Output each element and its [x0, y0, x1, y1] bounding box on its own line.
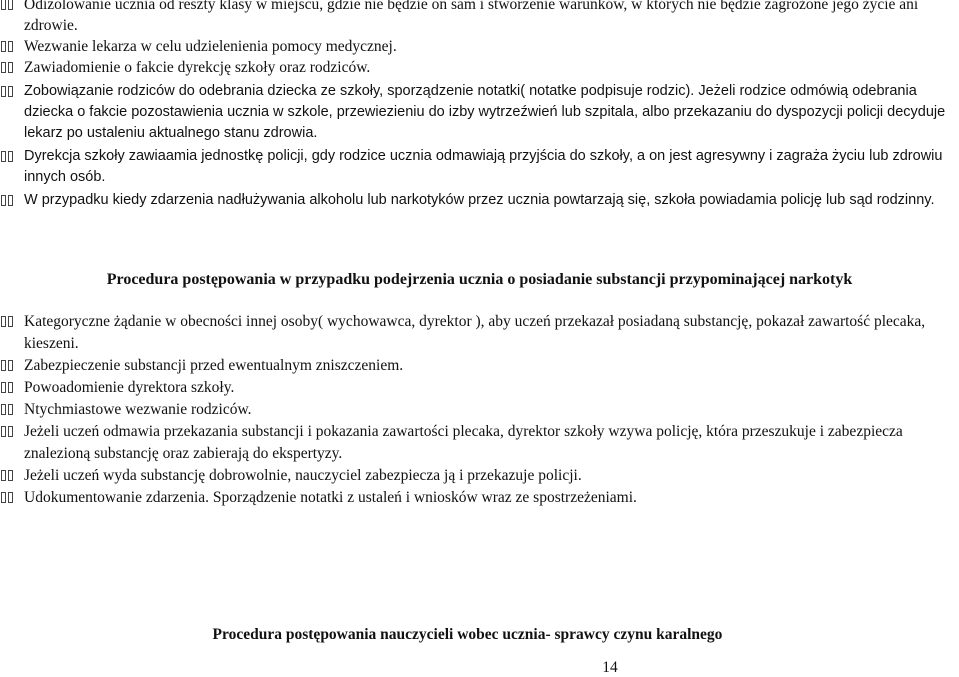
list-item — [0, 190, 959, 211]
list-item — [0, 399, 959, 421]
list-item — [0, 146, 959, 188]
section-heading: Procedura postępowania nauczycieli wobec ucznia- sprawcy czynu karalnego — [212, 626, 723, 643]
list-item-text: Jeżeli uczeń odmawia przekazania substancji i pokazania zawartości plecaka, dyrektor szkoły wzywa policję, która przeszukuje i zabezpiecza znalezioną substancję oraz zabierają do ekspertyzy. — [24, 423, 903, 462]
checkbox-bullet-icon — [1, 316, 15, 327]
list-item — [0, 0, 959, 36]
list-item-text: Powoadomienie dyrektora szkoły. — [24, 379, 235, 396]
list-item-text: Jeżeli uczeń wyda substancję dobrowolnie, nauczyciel zabezpiecza ją i przekazuje policji. — [24, 467, 582, 484]
list-alcohol-procedure — [0, 0, 959, 211]
checkbox-bullet-icon — [1, 86, 15, 97]
list-item — [0, 421, 959, 465]
list-item-text: Ntychmiastowe wezwanie rodziców. — [24, 401, 252, 418]
checkbox-bullet-icon — [1, 404, 15, 415]
list-drug-procedure — [0, 311, 959, 509]
list-item — [0, 355, 959, 377]
page-number: 14 — [602, 659, 618, 676]
checkbox-bullet-icon — [1, 382, 15, 393]
list-item — [0, 487, 959, 509]
checkbox-bullet-icon — [1, 41, 15, 52]
checkbox-bullet-icon — [1, 151, 15, 162]
checkbox-bullet-icon — [1, 426, 15, 437]
list-item — [0, 377, 959, 399]
list-item — [0, 57, 959, 78]
list-item-text: Zobowiązanie rodziców do odebrania dziecka ze szkoły, sporządzenie notatki( notatke podpisuje rodzic). Jeżeli rodzice odmówią odebrania dziecka o fakcie pozostawienia ucznia w szkole, przewiezieniu do izby wytrzeźwień lub szpitala, albo przekazaniu do dyspozycji policji decyduje lekarz po ustaleniu aktualnego stanu zdrowia. — [24, 83, 946, 141]
checkbox-bullet-icon — [1, 360, 15, 371]
list-item — [0, 36, 959, 57]
checkbox-bullet-icon — [1, 62, 15, 73]
checkbox-bullet-icon — [1, 0, 15, 10]
list-item — [0, 81, 959, 144]
section-heading: Procedura postępowania w przypadku podejrzenia ucznia o posiadanie substancji przypominającej narkotyk — [106, 271, 853, 288]
list-item — [0, 465, 959, 487]
list-item-text: Zawiadomienie o fakcie dyrekcję szkoły oraz rodziców. — [24, 59, 371, 76]
checkbox-bullet-icon — [1, 492, 15, 503]
list-item — [0, 311, 959, 355]
list-item-text: Udokumentowanie zdarzenia. Sporządzenie notatki z ustaleń i wniosków wraz ze spostrzeżeniami. — [24, 489, 637, 506]
list-item-text: W przypadku kiedy zdarzenia nadłużywania alkoholu lub narkotyków przez ucznia powtarzają się, szkoła powiadamia policję lub sąd rodzinny. — [24, 192, 935, 208]
list-item-text: Kategoryczne żądanie w obecności innej osoby( wychowawca, dyrektor ), aby uczeń przekazał posiadaną substancję, pokazał zawartość plecaka, kieszeni. — [24, 313, 926, 352]
list-item-text: Odizolowanie ucznia od reszty klasy w miejscu, gdzie nie będzie on sam i stworzenie warunków, w których nie będzie zagrożone jego życie ani zdrowie. — [24, 0, 919, 34]
list-item-text: Zabezpieczenie substancji przed ewentualnym zniszczeniem. — [24, 357, 404, 374]
list-item-text: Wezwanie lekarza w celu udzielenienia pomocy medycznej. — [24, 38, 397, 55]
checkbox-bullet-icon — [1, 470, 15, 481]
list-item-text: Dyrekcja szkoły zawiaamia jednostkę policji, gdy rodzice ucznia odmawiają przyjścia do szkoły, a on jest agresywny i zagraża życiu lub zdrowiu innych osób. — [24, 148, 943, 185]
checkbox-bullet-icon — [1, 195, 15, 206]
